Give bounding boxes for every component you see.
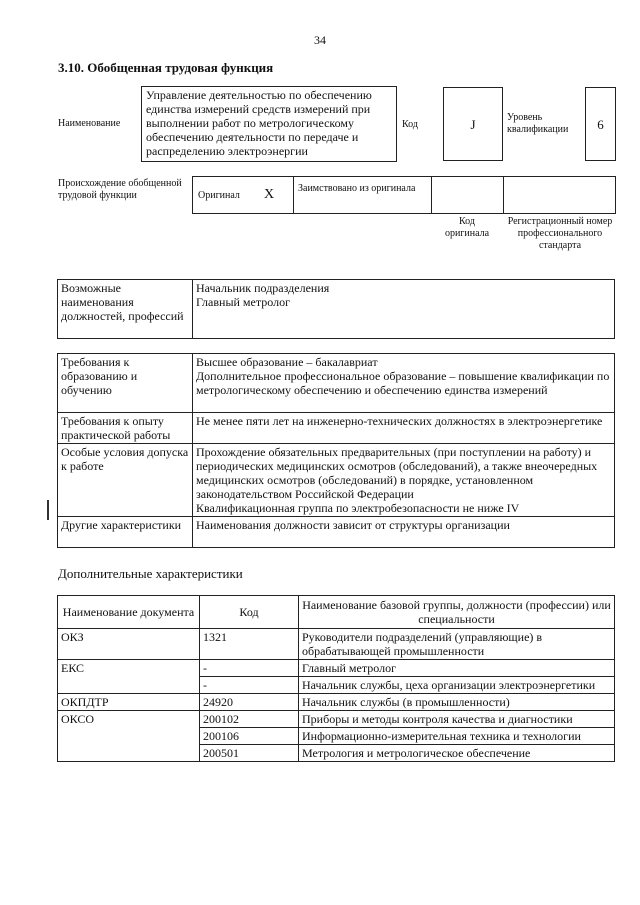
position-item: Главный метролог bbox=[196, 295, 290, 309]
origin-frame bbox=[192, 176, 616, 214]
origin-divider-1 bbox=[293, 176, 294, 214]
name-cell: Руководители подразделений (управляющие) в обрабатывающей промышленности bbox=[299, 629, 615, 660]
section-title: 3.10. Обобщенная трудовая функция bbox=[58, 60, 274, 75]
positions-label: Возможные наименования должностей, профессий bbox=[58, 280, 193, 339]
doc-cell: ОКСО bbox=[58, 711, 200, 762]
requirement-value bbox=[193, 354, 615, 413]
code-cell: 1321 bbox=[200, 629, 299, 660]
name-cell: Приборы и методы контроля качества и диагностики bbox=[299, 711, 615, 728]
additional-title: Дополнительные характеристики bbox=[58, 566, 243, 581]
requirement-text: Квалификационная группа по электробезопасности не ниже IV bbox=[196, 501, 520, 515]
requirement-text: Прохождение обязательных предварительных (при поступлении на работу) и периодических медицинских осмотров (обследований), а также внеочередных медицинских осмотров (обследований) в порядке, установленном законодательством Российской Федерации bbox=[196, 445, 598, 501]
name-cell: Главный метролог bbox=[299, 660, 615, 677]
header-document: Наименование документа bbox=[58, 596, 200, 629]
origin-divider-3 bbox=[503, 176, 504, 214]
position-item: Начальник подразделения bbox=[196, 281, 330, 295]
positions-table bbox=[57, 279, 615, 339]
doc-cell: ОКЗ bbox=[58, 629, 200, 660]
requirement-text: Не менее пяти лет на инженерно-технических должностях в электроэнергетике bbox=[196, 414, 603, 428]
gtf-name-value: Управление деятельностью по обеспечению единства измерений средств измерений при выполнении работ по метрологическому обеспечению деятельности по передаче и распределению электроэнергии bbox=[141, 86, 397, 162]
requirement-row-education bbox=[58, 354, 615, 413]
additional-header-row bbox=[58, 596, 615, 629]
table-row bbox=[58, 694, 615, 711]
requirement-row-special bbox=[58, 444, 615, 517]
code-cell: - bbox=[200, 660, 299, 677]
code-cell: 200501 bbox=[200, 745, 299, 762]
origin-label: Происхождение обобщенной трудовой функции bbox=[58, 178, 182, 201]
name-cell: Начальник службы (в промышленности) bbox=[299, 694, 615, 711]
requirement-value bbox=[193, 413, 615, 444]
requirement-text: Наименования должности зависит от структуры организации bbox=[196, 518, 510, 532]
origin-divider-2 bbox=[431, 176, 432, 214]
requirement-value bbox=[193, 444, 615, 517]
positions-row bbox=[58, 280, 615, 339]
table-row bbox=[58, 711, 615, 728]
gtf-level-value: 6 bbox=[585, 87, 616, 161]
requirement-label: Особые условия допуска к работе bbox=[58, 444, 193, 517]
requirements-table bbox=[57, 353, 615, 548]
requirement-value bbox=[193, 517, 615, 548]
name-cell: Информационно-измерительная техника и технологии bbox=[299, 728, 615, 745]
margin-mark bbox=[47, 500, 49, 520]
requirement-row-experience bbox=[58, 413, 615, 444]
code-cell: 200102 bbox=[200, 711, 299, 728]
name-cell: Метрология и метрологическое обеспечение bbox=[299, 745, 615, 762]
requirement-text: Высшее образование – бакалавриат bbox=[196, 355, 378, 369]
additional-table bbox=[57, 595, 615, 762]
name-cell: Начальник службы, цеха организации электроэнергетики bbox=[299, 677, 615, 694]
gtf-code-value: J bbox=[443, 87, 503, 161]
origin-reg-caption: Регистрационный номер профессионального стандарта bbox=[507, 216, 613, 251]
origin-borrowed-label: Заимствовано из оригинала bbox=[298, 183, 416, 194]
positions-values bbox=[193, 280, 615, 339]
requirement-label: Требования к образованию и обучению bbox=[58, 354, 193, 413]
doc-cell: ЕКС bbox=[58, 660, 200, 694]
table-row bbox=[58, 660, 615, 677]
gtf-level-label: Уровень квалификации bbox=[507, 112, 569, 135]
requirement-label: Требования к опыту практической работы bbox=[58, 413, 193, 444]
doc-cell: ОКПДТР bbox=[58, 694, 200, 711]
header-name: Наименование базовой группы, должности (профессии) или специальности bbox=[299, 596, 615, 629]
requirement-row-other bbox=[58, 517, 615, 548]
code-cell: - bbox=[200, 677, 299, 694]
gtf-name-label: Наименование bbox=[58, 118, 121, 129]
requirement-label: Другие характеристики bbox=[58, 517, 193, 548]
code-cell: 200106 bbox=[200, 728, 299, 745]
gtf-code-label: Код bbox=[402, 119, 418, 130]
code-cell: 24920 bbox=[200, 694, 299, 711]
origin-code-caption: Код оригинала bbox=[444, 216, 490, 239]
page-number: 34 bbox=[314, 33, 326, 47]
requirement-text: Дополнительное профессиональное образование – повышение квалификации по метрологическому обеспечению и обеспечению единства измерений bbox=[196, 369, 610, 397]
origin-original-mark: X bbox=[264, 187, 275, 202]
header-code: Код bbox=[200, 596, 299, 629]
table-row bbox=[58, 629, 615, 660]
origin-original-label: Оригинал bbox=[198, 190, 240, 201]
